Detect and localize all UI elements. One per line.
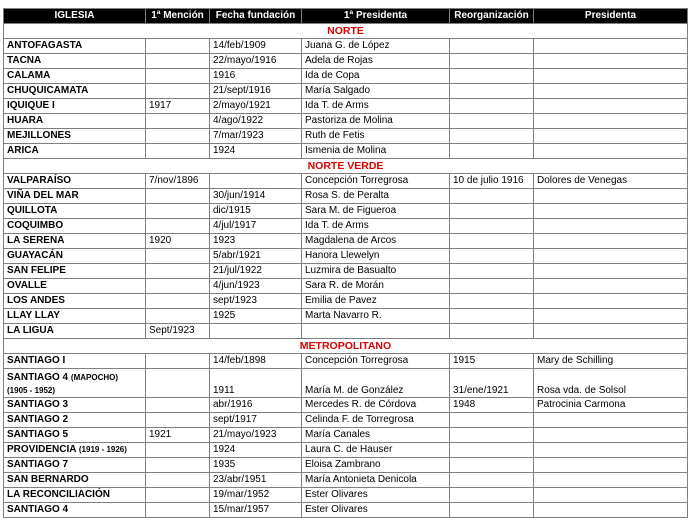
church-name: QUILLOTA [7, 205, 58, 216]
first-mention-cell [146, 443, 210, 458]
table-row [4, 249, 688, 264]
table-row [4, 219, 688, 234]
founding-date-cell: sept/1923 [210, 294, 302, 309]
table-row [4, 488, 688, 503]
church-name-cell [4, 234, 146, 249]
church-name-cell [4, 324, 146, 339]
table-row [4, 309, 688, 324]
president-cell [534, 234, 688, 249]
header-reorganizacion: Reorganización [450, 9, 534, 24]
founding-date-cell: 19/mar/1952 [210, 488, 302, 503]
header-presidenta-2: Presidenta [534, 9, 688, 24]
first-president-cell: María Salgado [302, 84, 450, 99]
first-president-cell: Ester Olivares [302, 503, 450, 518]
church-name: SANTIAGO I [7, 355, 66, 366]
founding-date-cell: 30/jun/1914 [210, 189, 302, 204]
president-cell [534, 204, 688, 219]
church-name: SANTIAGO 5 [7, 429, 69, 440]
church-note: (MAPOCHO) [70, 373, 119, 382]
table-row [4, 234, 688, 249]
header-iglesia: IGLESIA [4, 9, 146, 24]
table-body [4, 24, 688, 518]
table-row [4, 443, 688, 458]
president-cell [534, 84, 688, 99]
church-name-cell [4, 369, 146, 398]
first-president-cell: Ester Olivares [302, 488, 450, 503]
church-name-cell [4, 398, 146, 413]
first-president-cell: Ida T. de Arms [302, 99, 450, 114]
president-cell [534, 488, 688, 503]
table-row [4, 144, 688, 159]
president-cell [534, 54, 688, 69]
table-row [4, 503, 688, 518]
first-president-cell: Marta Navarro R. [302, 309, 450, 324]
founding-date-cell: 14/feb/1909 [210, 39, 302, 54]
reorganization-cell [450, 309, 534, 324]
first-president-cell: Concepción Torregrosa [302, 354, 450, 369]
first-president-cell: María Antonieta Denicola [302, 473, 450, 488]
founding-date-cell: 1925 [210, 309, 302, 324]
church-name-cell [4, 99, 146, 114]
church-name: SANTIAGO 4 [7, 504, 69, 515]
president-cell [534, 249, 688, 264]
first-mention-cell [146, 413, 210, 428]
church-name: SAN BERNARDO [7, 474, 89, 485]
first-mention-cell [146, 144, 210, 159]
founding-date-cell: 21/jul/1922 [210, 264, 302, 279]
first-president-cell: Magdalena de Arcos [302, 234, 450, 249]
first-mention-cell [146, 294, 210, 309]
first-mention-cell [146, 39, 210, 54]
table-row [4, 294, 688, 309]
first-mention-cell [146, 488, 210, 503]
president-cell [534, 458, 688, 473]
founding-date-cell [210, 174, 302, 189]
table-row [4, 99, 688, 114]
reorganization-cell [450, 234, 534, 249]
table-row [4, 264, 688, 279]
first-mention-cell: 1920 [146, 234, 210, 249]
first-president-cell: Celinda F. de Torregrosa [302, 413, 450, 428]
table-row [4, 129, 688, 144]
first-president-cell: Eloisa Zambrano [302, 458, 450, 473]
church-name: GUAYACÁN [7, 250, 63, 261]
president-cell: Dolores de Venegas [534, 174, 688, 189]
first-president-cell: Ruth de Fetis [302, 129, 450, 144]
founding-date-cell: 1924 [210, 144, 302, 159]
founding-date-cell: sept/1917 [210, 413, 302, 428]
president-cell [534, 99, 688, 114]
first-mention-cell [146, 503, 210, 518]
first-mention-cell [146, 54, 210, 69]
table-row [4, 369, 688, 398]
church-name-cell [4, 413, 146, 428]
reorganization-cell [450, 54, 534, 69]
region-row [4, 159, 688, 174]
first-president-cell: Hanora Llewelyn [302, 249, 450, 264]
first-mention-cell: Sept/1923 [146, 324, 210, 339]
founding-date-cell: 4/jul/1917 [210, 219, 302, 234]
first-mention-cell: 1921 [146, 428, 210, 443]
church-name-cell [4, 354, 146, 369]
table-row [4, 324, 688, 339]
table-row [4, 84, 688, 99]
first-president-cell: Rosa S. de Peralta [302, 189, 450, 204]
table-row [4, 69, 688, 84]
church-name: SANTIAGO 7 [7, 459, 69, 470]
founding-date-cell: 5/abr/1921 [210, 249, 302, 264]
church-name: OVALLE [7, 280, 47, 291]
church-name: SANTIAGO 4 [7, 372, 69, 383]
reorganization-cell [450, 39, 534, 54]
church-name-cell [4, 189, 146, 204]
table-row [4, 413, 688, 428]
reorganization-cell [450, 324, 534, 339]
first-president-cell: Concepción Torregrosa [302, 174, 450, 189]
first-mention-cell: 7/nov/1896 [146, 174, 210, 189]
founding-date-cell [210, 324, 302, 339]
reorganization-cell [450, 413, 534, 428]
first-mention-cell [146, 84, 210, 99]
church-name: CALAMA [7, 70, 51, 81]
founding-date-cell: abr/1916 [210, 398, 302, 413]
church-name: TACNA [7, 55, 42, 66]
church-name: MEJILLONES [7, 130, 71, 141]
table-row [4, 174, 688, 189]
reorganization-cell [450, 204, 534, 219]
reorganization-cell [450, 458, 534, 473]
first-mention-cell [146, 129, 210, 144]
church-name-cell [4, 473, 146, 488]
founding-date-cell: 23/abr/1951 [210, 473, 302, 488]
first-president-cell: Ida de Copa [302, 69, 450, 84]
founding-date-cell: 1924 [210, 443, 302, 458]
church-name-cell [4, 443, 146, 458]
founding-date-cell: 4/ago/1922 [210, 114, 302, 129]
church-name-cell [4, 428, 146, 443]
first-mention-cell [146, 204, 210, 219]
church-name-cell [4, 54, 146, 69]
church-name: ANTOFAGASTA [7, 40, 83, 51]
first-president-cell: Ismenia de Molina [302, 144, 450, 159]
president-cell: Mary de Schilling [534, 354, 688, 369]
church-name: VIÑA DEL MAR [7, 190, 79, 201]
church-name: PROVIDENCIA [7, 444, 77, 455]
church-name-cell [4, 39, 146, 54]
church-name: COQUIMBO [7, 220, 64, 231]
founding-date-cell: 1911 [210, 369, 302, 398]
reorganization-cell [450, 99, 534, 114]
first-mention-cell [146, 354, 210, 369]
church-name: ARICA [7, 145, 39, 156]
reorganization-cell [450, 84, 534, 99]
first-president-cell: Luzmira de Basualto [302, 264, 450, 279]
reorganization-cell [450, 219, 534, 234]
reorganization-cell [450, 264, 534, 279]
first-mention-cell [146, 458, 210, 473]
first-mention-cell [146, 279, 210, 294]
first-president-cell: Sara M. de Figueroa [302, 204, 450, 219]
president-cell [534, 413, 688, 428]
founding-date-cell: dic/1915 [210, 204, 302, 219]
first-mention-cell [146, 219, 210, 234]
table-row [4, 54, 688, 69]
region-row [4, 339, 688, 354]
reorganization-cell: 1915 [450, 354, 534, 369]
table-row [4, 473, 688, 488]
region-title: METROPOLITANO [4, 339, 688, 354]
church-name-cell [4, 279, 146, 294]
president-cell: Rosa vda. de Solsol [534, 369, 688, 398]
church-name: SANTIAGO 2 [7, 414, 69, 425]
president-cell [534, 294, 688, 309]
founding-date-cell: 22/mayo/1916 [210, 54, 302, 69]
header-presidenta: 1ª Presidenta [302, 9, 450, 24]
president-cell [534, 473, 688, 488]
table-row [4, 398, 688, 413]
reorganization-cell [450, 473, 534, 488]
first-mention-cell [146, 398, 210, 413]
region-title: NORTE [4, 24, 688, 39]
president-cell [534, 324, 688, 339]
church-name: VALPARAÍSO [7, 175, 72, 186]
president-cell: Patrocinia Carmona [534, 398, 688, 413]
church-name-cell [4, 114, 146, 129]
president-cell [534, 309, 688, 324]
first-mention-cell [146, 473, 210, 488]
first-president-cell: Mercedes R. de Córdova [302, 398, 450, 413]
church-name: CHUQUICAMATA [7, 85, 89, 96]
header-mencion: 1ª Mención [146, 9, 210, 24]
first-mention-cell [146, 189, 210, 204]
president-cell [534, 39, 688, 54]
church-name-cell [4, 294, 146, 309]
founding-date-cell: 14/feb/1898 [210, 354, 302, 369]
reorganization-cell [450, 279, 534, 294]
reorganization-cell [450, 428, 534, 443]
church-name: LA SERENA [7, 235, 65, 246]
church-name-cell [4, 84, 146, 99]
church-name: LA RECONCILIACIÓN [7, 489, 110, 500]
table-row [4, 458, 688, 473]
president-cell [534, 279, 688, 294]
founding-date-cell: 1935 [210, 458, 302, 473]
church-name-cell [4, 264, 146, 279]
first-president-cell: María Canales [302, 428, 450, 443]
president-cell [534, 114, 688, 129]
church-name-cell [4, 249, 146, 264]
first-president-cell: Pastoriza de Molina [302, 114, 450, 129]
table-row [4, 428, 688, 443]
table-row [4, 39, 688, 54]
reorganization-cell [450, 114, 534, 129]
first-president-cell: Adela de Rojas [302, 54, 450, 69]
founding-date-cell: 7/mar/1923 [210, 129, 302, 144]
church-name: SAN FELIPE [7, 265, 66, 276]
church-name-cell [4, 309, 146, 324]
first-president-cell: Sara R. de Morán [302, 279, 450, 294]
first-president-cell: Ida T. de Arms [302, 219, 450, 234]
founding-date-cell: 4/jun/1923 [210, 279, 302, 294]
church-note: (1919 - 1926) [78, 445, 127, 454]
founding-date-cell: 21/sept/1916 [210, 84, 302, 99]
church-name-cell [4, 204, 146, 219]
church-note-dates: (1905 - 1952) [7, 386, 56, 395]
reorganization-cell: 10 de julio 1916 [450, 174, 534, 189]
header-fundacion: Fecha fundación [210, 9, 302, 24]
reorganization-cell [450, 189, 534, 204]
church-name-cell [4, 144, 146, 159]
reorganization-cell [450, 69, 534, 84]
church-name-cell [4, 129, 146, 144]
reorganization-cell [450, 443, 534, 458]
table-row [4, 189, 688, 204]
church-name: HUARA [7, 115, 44, 126]
founding-date-cell: 21/mayo/1923 [210, 428, 302, 443]
president-cell [534, 69, 688, 84]
church-name-cell [4, 69, 146, 84]
first-mention-cell: 1917 [146, 99, 210, 114]
president-cell [534, 443, 688, 458]
church-name: LLAY LLAY [7, 310, 60, 321]
first-president-cell: Emilia de Pavez [302, 294, 450, 309]
first-president-cell: Laura C. de Hauser [302, 443, 450, 458]
president-cell [534, 129, 688, 144]
table-row [4, 354, 688, 369]
first-president-cell: Juana G. de López [302, 39, 450, 54]
president-cell [534, 219, 688, 234]
reorganization-cell: 31/ene/1921 [450, 369, 534, 398]
region-title: NORTE VERDE [4, 159, 688, 174]
president-cell [534, 144, 688, 159]
founding-date-cell: 1923 [210, 234, 302, 249]
president-cell [534, 428, 688, 443]
reorganization-cell: 1948 [450, 398, 534, 413]
reorganization-cell [450, 503, 534, 518]
first-mention-cell [146, 114, 210, 129]
church-name-cell [4, 174, 146, 189]
church-name-cell [4, 503, 146, 518]
churches-table [3, 8, 688, 518]
table-row [4, 279, 688, 294]
reorganization-cell [450, 249, 534, 264]
reorganization-cell [450, 294, 534, 309]
founding-date-cell: 15/mar/1957 [210, 503, 302, 518]
president-cell [534, 189, 688, 204]
church-name-cell [4, 219, 146, 234]
first-mention-cell [146, 264, 210, 279]
first-mention-cell [146, 249, 210, 264]
church-name: LOS ANDES [7, 295, 65, 306]
founding-date-cell: 1916 [210, 69, 302, 84]
first-president-cell: María M. de González [302, 369, 450, 398]
table-row [4, 204, 688, 219]
first-mention-cell [146, 369, 210, 398]
region-row [4, 24, 688, 39]
first-mention-cell [146, 309, 210, 324]
table-row [4, 114, 688, 129]
first-mention-cell [146, 69, 210, 84]
church-name: IQUIQUE I [7, 100, 55, 111]
reorganization-cell [450, 129, 534, 144]
reorganization-cell [450, 488, 534, 503]
church-name: SANTIAGO 3 [7, 399, 69, 410]
president-cell [534, 503, 688, 518]
reorganization-cell [450, 144, 534, 159]
founding-date-cell: 2/mayo/1921 [210, 99, 302, 114]
first-president-cell [302, 324, 450, 339]
church-name: LA LIGUA [7, 325, 54, 336]
church-name-cell [4, 458, 146, 473]
president-cell [534, 264, 688, 279]
header-row [4, 9, 688, 24]
church-name-cell [4, 488, 146, 503]
